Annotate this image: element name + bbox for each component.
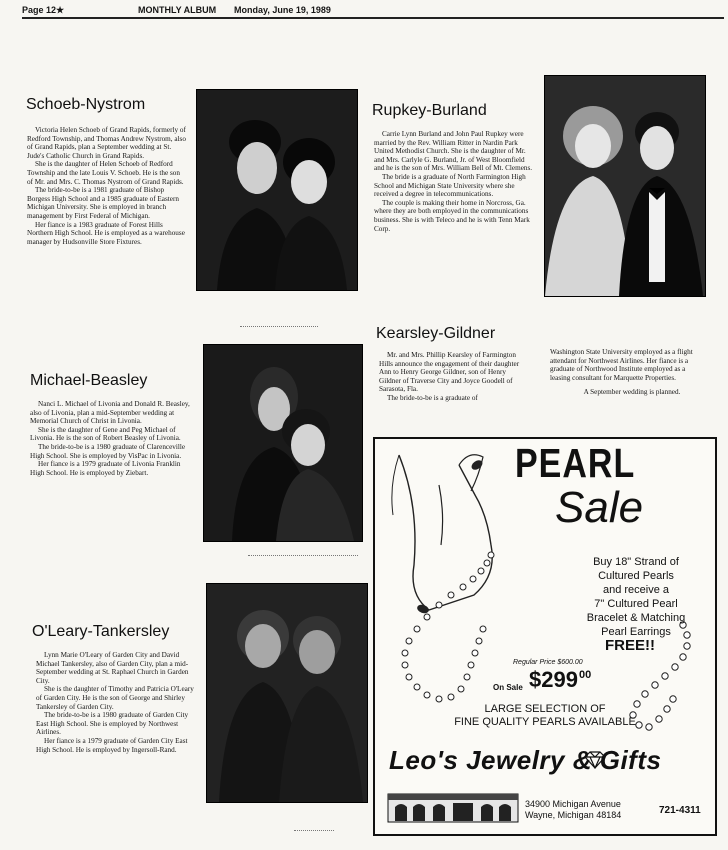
- paragraph: Carrie Lynn Burland and John Paul Rupkey were married by the Rev. William Ritter in Nardin Park United Methodist Church. She is the daughter of Mr. and Mrs. Carlyle G. Burland, Jr. of West Bloomfield and he is the son of Mrs. William Bell of Mt. Clemens.: [374, 130, 533, 173]
- text-kearsley-gildner-col2: [550, 348, 706, 397]
- ad-headline: PEARL: [515, 441, 636, 487]
- photo-michael-beasley: [203, 344, 363, 542]
- heading-kearsley-gildner: Kearsley-Gildner: [376, 325, 496, 342]
- paragraph: Her fiance is a 1979 graduate of Garden City East High School. He is employed by Ingersoll-Rand.: [36, 736, 188, 754]
- photo-rupkey-burland: [544, 75, 706, 297]
- paragraph: The couple is making their home in Norcross, Ga. where they are both employed in the communications business. She is with Teleco and he is with Tenn Mark Corp.: [374, 198, 530, 233]
- text-rupkey-burland: [374, 130, 534, 233]
- text-kearsley-gildner-col1: [379, 351, 525, 403]
- paragraph: A September wedding is planned.: [583, 388, 681, 397]
- ad-address-line1: 34900 Michigan Avenue: [525, 799, 621, 809]
- ad-selection-line1: LARGE SELECTION OF: [484, 703, 606, 715]
- paragraph: Washington State University employed as a flight attendant for Northwest Airlines. Her fiance is a graduate of Northwood Institute employed as a leasing consultant for Marquette Properties.: [550, 348, 693, 382]
- paragraph: The bride-to-be is a graduate of: [387, 393, 478, 402]
- paragraph: She is the daughter of Timothy and Patricia O'Leary of Garden City. He is the son of George and Shirley Tankersley of Garden City.: [36, 685, 194, 711]
- paragraph: The bride-to-be is a 1981 graduate of Bishop Borgess High School and a 1985 graduate of Eastern Michigan University. She is employed in branch management by First Federal of Michigan.: [27, 186, 179, 220]
- ad-phone: 721-4311: [659, 805, 701, 816]
- ad-free: FREE!!: [605, 637, 655, 654]
- heading-oleary-tankersley: O'Leary-Tankersley: [32, 623, 170, 640]
- text-oleary-tankersley: [36, 651, 194, 754]
- paragraph: The bride is a graduate of North Farmington High School and Michigan State University where she received a degree in telecommunications.: [374, 172, 526, 199]
- heading-michael-beasley: Michael-Beasley: [30, 372, 148, 389]
- masthead-rule: [22, 17, 724, 19]
- issue-date: Monday, June 19, 1989: [234, 5, 331, 15]
- photo-oleary-tankersley: [206, 583, 368, 803]
- offer-line: and receive a: [602, 584, 670, 596]
- heading-schoeb-nystrom: Schoeb-Nystrom: [26, 96, 146, 113]
- ad-sale-word: Sale: [555, 483, 644, 532]
- paragraph: Nanci L. Michael of Livonia and Donald R. Beasley, also of Livonia, plan a mid-September wedding at Memorial Church of Christ in Livonia.: [30, 400, 190, 426]
- paragraph: She is the daughter of Helen Schoeb of Redford Township and the late Louis V. Schoeb. He is the son of Mr. and Mrs. C. Thomas Nystrom of Grand Rapids.: [27, 160, 184, 186]
- divider: [294, 830, 334, 831]
- offer-line: Bracelet & Matching: [586, 612, 686, 624]
- paragraph: The bride-to-be is a 1980 graduate of Clarenceville High School. She is employed by VisPac in Livonia.: [30, 442, 186, 460]
- offer-line: Cultured Pearls: [598, 570, 674, 582]
- storefront-illustration: [387, 793, 519, 823]
- paragraph: She is the daughter of Gene and Peg Michael of Livonia. He is the son of Robert Beasley of Livonia.: [30, 425, 181, 443]
- ad-sale-price: $299: [529, 667, 578, 692]
- paragraph: The bride-to-be is a 1980 graduate of Garden City East High School. She is employed by Northwest Airlines.: [36, 711, 189, 737]
- heading-rupkey-burland: Rupkey-Burland: [372, 102, 487, 119]
- ad-on-sale-label: On Sale: [493, 683, 523, 692]
- paragraph: Her fiance is a 1983 graduate of Forest Hills Northern High School. He is employed as a warehouse manager by Hudsonville Store Fixtures.: [27, 220, 185, 246]
- ad-store-name: Leo's Jewelry & Gifts: [389, 745, 662, 775]
- offer-line: 7" Cultured Pearl: [594, 598, 678, 610]
- page-number: Page 12★: [22, 5, 65, 15]
- offer-line: Pearl Earrings: [601, 626, 671, 638]
- paragraph: Mr. and Mrs. Phillip Kearsley of Farmington Hills announce the engagement of their daughter Ann to Henry George Gildner, son of Henry Gildner of Traverse City and Joyce Goodell of Sarasota, Fla.: [379, 351, 520, 394]
- pearl-sale-ad: [373, 437, 717, 836]
- diamond-icon: [583, 751, 607, 769]
- ad-selection-line2: FINE QUALITY PEARLS AVAILABLE: [454, 716, 636, 728]
- text-schoeb-nystrom: [27, 126, 187, 246]
- offer-line: Buy 18" Strand of: [593, 556, 679, 568]
- photo-schoeb-nystrom: [196, 89, 358, 291]
- paragraph: Lynn Marie O'Leary of Garden City and David Michael Tankersley, also of Garden City, plan a mid-September wedding at St. Raphael Church in Garden City.: [36, 651, 189, 685]
- paragraph: Victoria Helen Schoeb of Grand Rapids, formerly of Redford Township, and Thomas Andrew Nystrom, also of Grand Rapids, plan a September wedding at St. Jude's Catholic Church in Grand Rapids.: [27, 126, 186, 160]
- text-michael-beasley: [30, 400, 192, 477]
- ad-offer-text: [561, 555, 711, 639]
- ad-address-line2: Wayne, Michigan 48184: [525, 810, 622, 820]
- paragraph: Her fiance is a 1979 graduate of Livonia Franklin High School. He is employed by Ziebart.: [30, 460, 181, 477]
- ad-regular-price: Regular Price $600.00: [513, 659, 583, 666]
- divider: [248, 555, 358, 556]
- divider: [240, 326, 318, 327]
- section-title: MONTHLY ALBUM: [138, 5, 217, 15]
- ad-sale-cents: 00: [579, 669, 592, 681]
